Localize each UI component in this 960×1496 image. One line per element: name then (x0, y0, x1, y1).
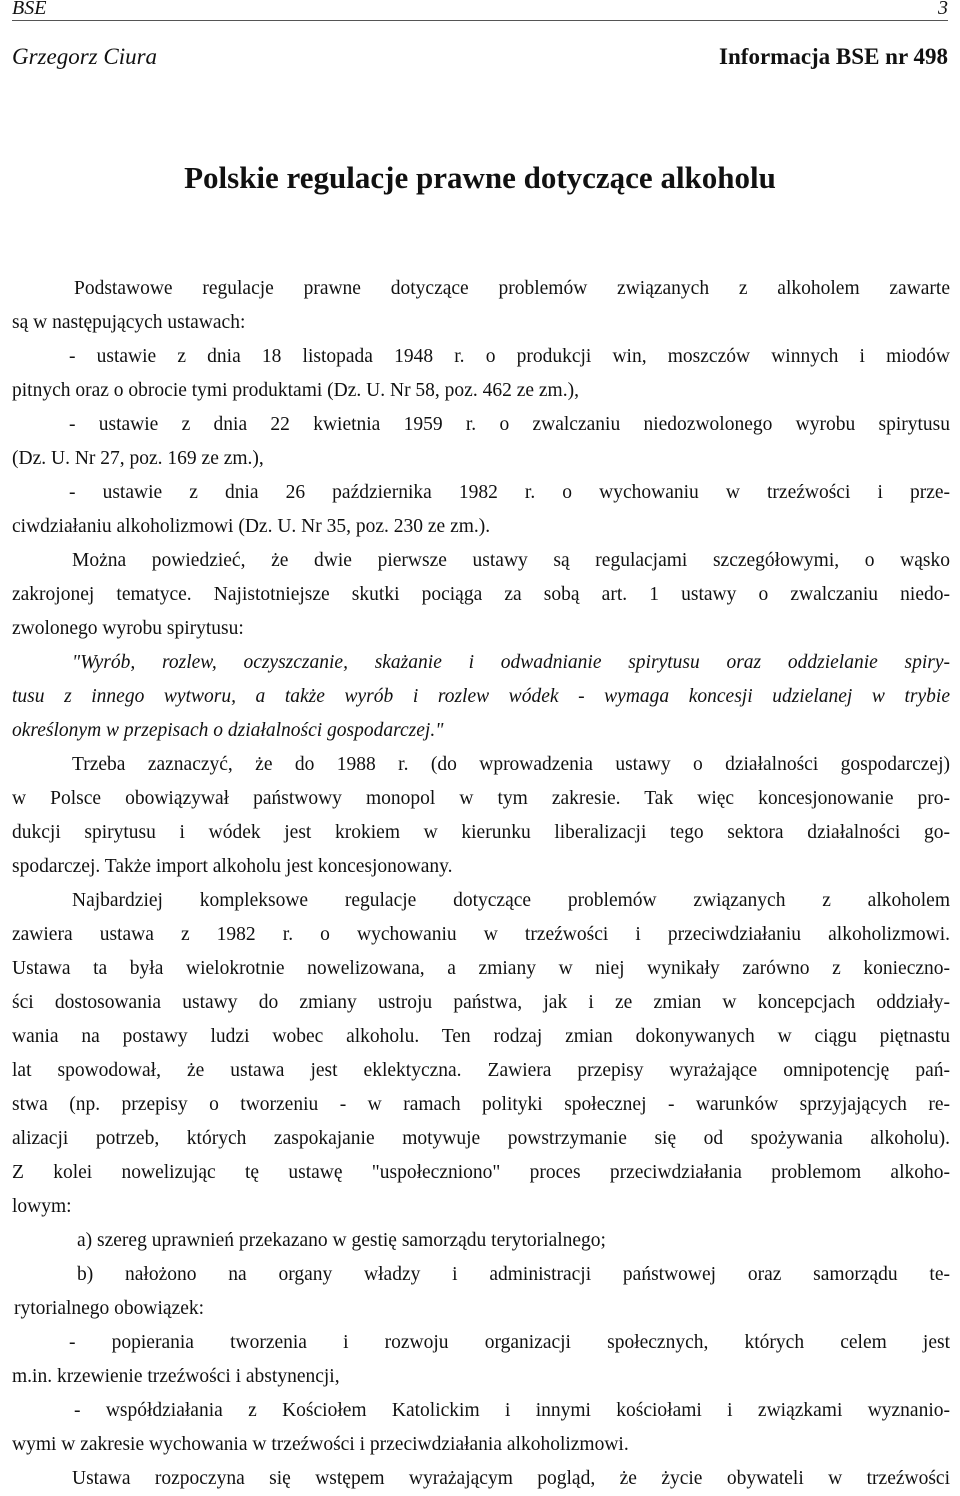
running-header (12, 0, 948, 21)
text-line: lat spowodował, że ustawa jest eklektyczna. Zawiera przepisy wyrażające omnipotencję pań- (12, 1060, 950, 1081)
document-title: Polskie regulacje prawne dotyczące alkoholu (184, 160, 776, 195)
text-line: Z kolei nowelizując tę ustawę "uspołeczniono" proces przeciwdziałania problemom alkoho- (12, 1162, 950, 1183)
text-line: są w następujących ustawach: (12, 312, 246, 333)
text-line: ści dostosowania ustawy do zmiany ustroju państwa, jak i ze zmian w koncepcjach oddziały- (12, 992, 950, 1013)
publication-info: Informacja BSE nr 498 (719, 44, 948, 69)
text-line: w Polsce obowiązywał państwowy monopol w tym zakresie. Tak więc koncesjonowanie pro- (12, 788, 950, 809)
text-line: zakrojonej tematyce. Najistotniejsze skutki pociąga za sobą art. 1 ustawy o zwalczaniu niedo- (12, 584, 950, 605)
text-line: wania na postawy ludzi wobec alkoholu. Ten rodzaj zmian dokonywanych w ciągu piętnastu (12, 1026, 950, 1047)
list-item-line: rytorialnego obowiązek: (14, 1298, 205, 1319)
text-line: spodarczej. Także import alkoholu jest koncesjonowany. (12, 856, 453, 877)
list-item-line: wymi w zakresie wychowania w trzeźwości i przeciwdziałania alkoholizmowi. (12, 1434, 629, 1455)
list-item-line: ciwdziałaniu alkoholizmowi (Dz. U. Nr 35, poz. 230 ze zm.). (12, 516, 491, 537)
text-line: Ustawa ta była wielokrotnie nowelizowana, a zmiany w niej wynikały zarówno z konieczno- (12, 958, 950, 979)
text-line: lowym: (12, 1196, 72, 1217)
text-line: dukcji spirytusu i wódek jest krokiem w kierunku liberalizacji tego sektora działalności go- (12, 822, 950, 843)
text-line: stwa (np. przepisy o tworzeniu - w ramach polityki społecznej - warunków sprzyjających re- (12, 1094, 950, 1115)
byline (12, 44, 948, 76)
text-line: Ustawa rozpoczyna się wstępem wyrażającym pogląd, że życie obywateli w trzeźwości (72, 1468, 950, 1489)
running-header-title: BSE (12, 0, 47, 19)
list-item-line: a) szereg uprawnień przekazano w gestię samorządu terytorialnego; (77, 1230, 606, 1251)
quote-line: określonym w przepisach o działalności gospodarczej." (12, 720, 444, 741)
list-item-line: - współdziałania z Kościołem Katolickim i innymi kościołami i związkami wyznanio- (74, 1400, 950, 1421)
list-item-line: - ustawie z dnia 22 kwietnia 1959 r. o zwalczaniu niedozwolonego wyrobu spirytusu (69, 414, 950, 435)
page-number: 3 (938, 0, 948, 19)
quote-line: "Wyrób, rozlew, oczyszczanie, skażanie i odwadnianie spirytusu oraz oddzielanie spiry- (72, 652, 950, 673)
list-item-line: - popierania tworzenia i rozwoju organizacji społecznych, których celem jest (69, 1332, 950, 1353)
text-line: Można powiedzieć, że dwie pierwsze ustawy są regulacjami szczegółowymi, o wąsko (72, 550, 950, 571)
text-line: alizacji potrzeb, których zaspokajanie motywuje powstrzymanie się od spożywania alkoholu). (12, 1128, 950, 1149)
list-item-line: - ustawie z dnia 18 listopada 1948 r. o produkcji win, moszczów winnych i miodów (69, 346, 950, 367)
list-item-line: b) nałożono na organy władzy i administracji państwowej oraz samorządu te- (77, 1264, 950, 1285)
list-item-line: pitnych oraz o obrocie tymi produktami (Dz. U. Nr 58, poz. 462 ze zm.), (12, 380, 579, 401)
author-name: Grzegorz Ciura (12, 44, 158, 69)
list-item-line: (Dz. U. Nr 27, poz. 169 ze zm.), (12, 448, 264, 469)
text-line: Najbardziej kompleksowe regulacje dotyczące problemów związanych z alkoholem (72, 890, 950, 911)
list-item-line: - ustawie z dnia 26 października 1982 r. o wychowaniu w trzeźwości i prze- (69, 482, 950, 503)
text-line: zwolonego wyrobu spirytusu: (12, 618, 244, 639)
list-item-line: m.in. krzewienie trzeźwości i abstynencji, (12, 1366, 340, 1387)
text-line: Trzeba zaznaczyć, że do 1988 r. (do wprowadzenia ustawy o działalności gospodarczej) (72, 754, 950, 775)
text-line: zawiera ustawa z 1982 r. o wychowaniu w trzeźwości i przeciwdziałaniu alkoholizmowi. (12, 924, 950, 945)
document-body (12, 272, 950, 1496)
text-line: Podstawowe regulacje prawne dotyczące problemów związanych z alkoholem zawarte (74, 278, 950, 299)
quote-line: tusu z innego wytworu, a także wyrób i rozlew wódek - wymaga koncesji udzielanej w trybie (12, 686, 950, 707)
